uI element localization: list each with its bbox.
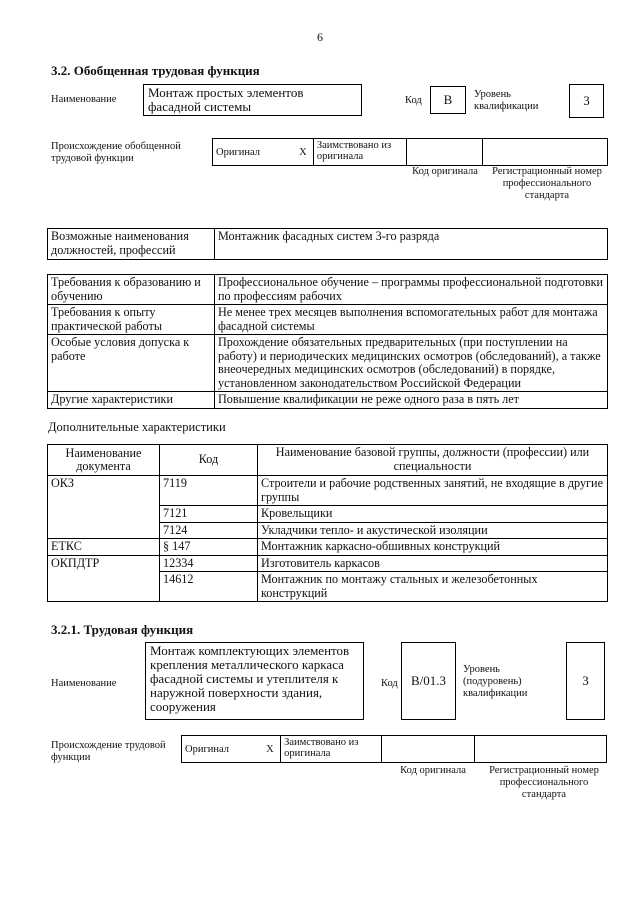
- tf-reg-number-cell: [475, 736, 607, 763]
- additional-title: Дополнительные характеристики: [48, 420, 226, 434]
- gtf-origin-label: Происхождение обобщенной трудовой функции: [51, 141, 181, 164]
- gtf-level-value: 3: [569, 84, 604, 118]
- doc-title: Укладчики тепло- и акустической изоляции: [258, 522, 608, 539]
- requirement-label: Требования к опыту практической работы: [48, 305, 215, 335]
- doc-title: Кровельщики: [258, 506, 608, 523]
- tf-code-original-caption: Код оригинала: [400, 765, 466, 776]
- table-row: [48, 476, 608, 506]
- tf-name-value: Монтаж комплектующих элементов крепления металлического каркаса фасадной системы и утеплителя к наружной поверхности здания, сооружения: [145, 642, 364, 720]
- requirements-table: [47, 274, 608, 409]
- section-heading-gtf: 3.2. Обобщенная трудовая функция: [51, 63, 260, 78]
- gtf-code-original-caption: Код оригинала: [412, 166, 478, 177]
- requirement-row: [48, 275, 608, 305]
- gtf-code-original-cell: [406, 139, 483, 166]
- doc-title: Изготовитель каркасов: [258, 555, 608, 572]
- tf-code-value: B/01.3: [401, 642, 456, 720]
- tf-original-label: Оригинал: [182, 736, 260, 763]
- additional-header-code: Код: [160, 445, 258, 476]
- doc-title: Строители и рабочие родственных занятий, не входящие в другие группы: [258, 476, 608, 506]
- gtf-reg-number-cell: [483, 139, 608, 166]
- gtf-original-mark: X: [293, 139, 313, 166]
- doc-code: 7124: [160, 522, 258, 539]
- positions-table: [47, 228, 608, 260]
- additional-header-name: Наименование базовой группы, должности (профессии) или специальности: [258, 445, 608, 476]
- requirement-value: Повышение квалификации не реже одного раза в пять лет: [215, 392, 608, 409]
- tf-reg-number-caption: Регистрационный номер профессионального стандарта: [489, 765, 599, 800]
- gtf-borrowed-label: Заимствовано из оригинала: [313, 139, 406, 166]
- doc-title: Монтажник по монтажу стальных и железобетонных конструкций: [258, 572, 608, 602]
- requirement-row: [48, 392, 608, 409]
- gtf-name-label: Наименование: [51, 94, 117, 105]
- additional-header-doc: Наименование документа: [48, 445, 160, 476]
- gtf-original-label: Оригинал: [213, 139, 293, 166]
- gtf-origin-table: [212, 138, 608, 166]
- doc-name: ЕТКС: [48, 539, 160, 556]
- requirement-row: [48, 305, 608, 335]
- doc-code: 7121: [160, 506, 258, 523]
- gtf-name-value: Монтаж простых элементов фасадной системы: [143, 84, 362, 116]
- doc-code: 12334: [160, 555, 258, 572]
- gtf-code-value: B: [430, 86, 466, 114]
- requirement-label: Требования к образованию и обучению: [48, 275, 215, 305]
- page-number: 6: [317, 30, 323, 44]
- tf-origin-table: [181, 735, 607, 763]
- requirement-label: Другие характеристики: [48, 392, 215, 409]
- tf-code-label: Код: [381, 678, 398, 689]
- requirement-value: Не менее трех месяцев выполнения вспомогательных работ для монтажа фасадной системы: [215, 305, 608, 335]
- positions-label: Возможные наименования должностей, профессий: [48, 229, 215, 260]
- doc-code: 14612: [160, 572, 258, 602]
- tf-level-label: Уровень (подуровень) квалификации: [463, 664, 528, 699]
- tf-level-value: 3: [566, 642, 605, 720]
- requirement-row: [48, 335, 608, 392]
- doc-title: Монтажник каркасно-обшивных конструкций: [258, 539, 608, 556]
- doc-code: § 147: [160, 539, 258, 556]
- additional-table: [47, 444, 608, 602]
- doc-name: ОКПДТР: [48, 555, 160, 602]
- tf-origin-label: Происхождение трудовой функции: [51, 740, 166, 763]
- tf-name-label: Наименование: [51, 678, 117, 689]
- requirement-value: Прохождение обязательных предварительных (при поступлении на работу) и периодических медицинских осмотров (обследований), а также внеочередных медицинских осмотров (обследований) в порядке, установленном законодательством Российской Федерации: [215, 335, 608, 392]
- requirement-label: Особые условия допуска к работе: [48, 335, 215, 392]
- doc-name: ОКЗ: [48, 476, 160, 539]
- tf-code-original-cell: [382, 736, 475, 763]
- tf-original-mark: X: [260, 736, 281, 763]
- gtf-level-label: Уровень квалификации: [474, 89, 539, 112]
- table-row: [48, 555, 608, 572]
- gtf-code-label: Код: [405, 95, 422, 106]
- tf-borrowed-label: Заимствовано из оригинала: [281, 736, 382, 763]
- section-heading-tf: 3.2.1. Трудовая функция: [51, 622, 194, 637]
- requirement-value: Профессиональное обучение – программы профессиональной подготовки по профессиям рабочих: [215, 275, 608, 305]
- doc-code: 7119: [160, 476, 258, 506]
- table-row: [48, 539, 608, 556]
- gtf-reg-number-caption: Регистрационный номер профессионального стандарта: [492, 166, 602, 201]
- positions-value: Монтажник фасадных систем 3-го разряда: [215, 229, 608, 260]
